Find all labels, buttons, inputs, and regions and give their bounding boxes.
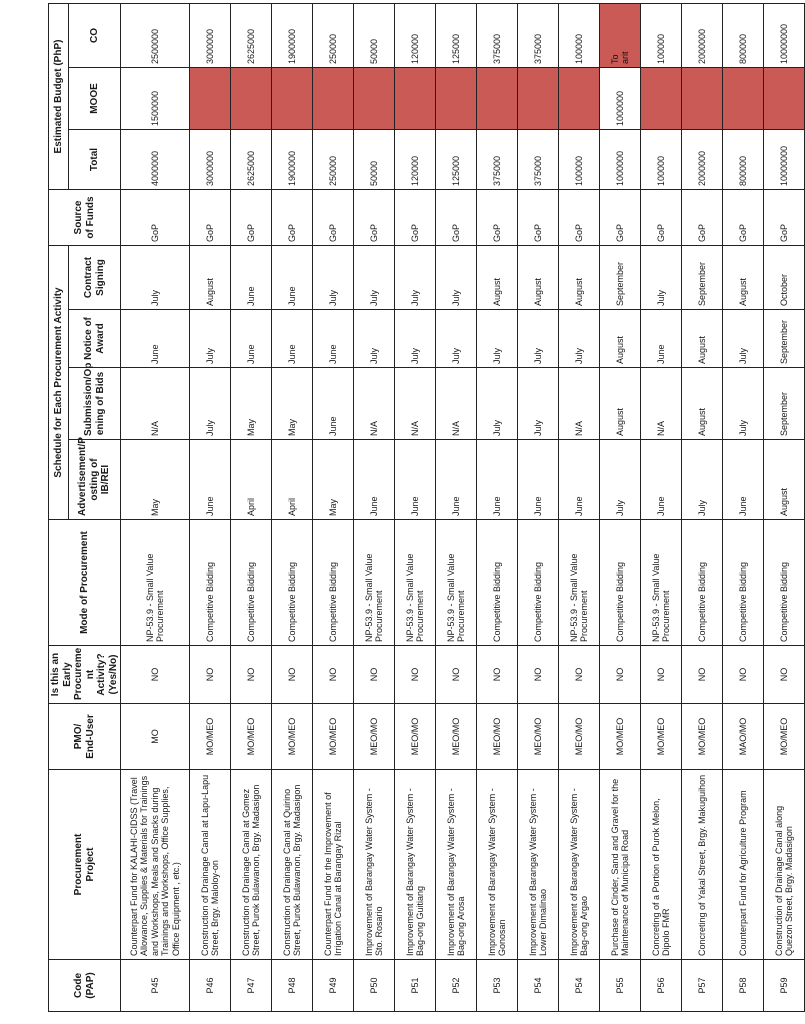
cell-pmo: MEO/MO <box>518 704 559 770</box>
cell-noa: July <box>723 310 764 368</box>
cell-mooe <box>354 68 395 130</box>
cell-mooe <box>313 68 354 130</box>
header-code: Code (PAP) <box>49 960 121 1012</box>
procurement-plan-table <box>48 3 805 1012</box>
cell-mooe <box>272 68 313 130</box>
cell-code: P50 <box>354 960 395 1012</box>
cell-mode: NP-53.9 - Small Value Procurement <box>354 520 395 646</box>
cell-project: Concreting of a Portion of Purok Melon, Dipolo FMR <box>641 770 682 960</box>
cell-mooe <box>395 68 436 130</box>
cell-co: 100000 <box>641 3 682 67</box>
cell-project: Concreting of Yakal Street, Brgy. Makuguihon <box>682 770 723 960</box>
cell-co-note <box>600 3 641 67</box>
cell-total: 375000 <box>518 130 559 190</box>
table-row <box>395 3 436 1011</box>
cell-source: GoP <box>395 190 436 246</box>
cell-source: GoP <box>436 190 477 246</box>
cell-co: 120000 <box>395 3 436 67</box>
cell-code: P56 <box>641 960 682 1012</box>
cell-total: 2625000 <box>231 130 272 190</box>
cell-pmo: MEO/MO <box>559 704 600 770</box>
cell-total: 2000000 <box>682 130 723 190</box>
cell-total: 100000 <box>559 130 600 190</box>
header-contract: Contract Signing <box>69 246 121 310</box>
cell-code: P49 <box>313 960 354 1012</box>
cell-contract: July <box>354 246 395 310</box>
table-row <box>121 3 190 1011</box>
cell-project: Counterpart Fund for Agriculture Program <box>723 770 764 960</box>
cell-contract: June <box>231 246 272 310</box>
cell-pmo: MO/MEO <box>231 704 272 770</box>
cell-co: 375000 <box>477 3 518 67</box>
cell-mode: Competitive Bidding <box>682 520 723 646</box>
header-co: CO <box>69 3 121 67</box>
cell-adv: May <box>313 440 354 520</box>
header-total: Total <box>69 130 121 190</box>
cell-code: P53 <box>477 960 518 1012</box>
table-row <box>272 3 313 1011</box>
header-early: Is this an Early Procureme nt Activity? (Yes/No) <box>49 646 121 704</box>
cell-co: 800000 <box>723 3 764 67</box>
cell-source: GoP <box>477 190 518 246</box>
cell-sub: August <box>600 368 641 440</box>
cell-adv: June <box>190 440 231 520</box>
cell-adv: June <box>518 440 559 520</box>
cell-sub: May <box>272 368 313 440</box>
table-row <box>682 3 723 1011</box>
header-pmo: PMO/ End-User <box>49 704 121 770</box>
table-row <box>600 3 641 1011</box>
cell-code: P55 <box>600 960 641 1012</box>
header-adv: Advertisement/P osting of IB/REI <box>69 440 121 520</box>
cell-noa: July <box>518 310 559 368</box>
cell-project: Purchase of Cinder, Sand and Gravel for the Maintenance of Municipal Road <box>600 770 641 960</box>
header-project: Procurement Project <box>49 770 121 960</box>
cell-contract: August <box>518 246 559 310</box>
cell-sub: N/A <box>121 368 190 440</box>
cell-sub: August <box>682 368 723 440</box>
cell-total: 10000000 <box>764 130 805 190</box>
header-sub: Submission/Op ening of Bids <box>69 368 121 440</box>
table-row <box>477 3 518 1011</box>
cell-source: GoP <box>764 190 805 246</box>
cell-code: P51 <box>395 960 436 1012</box>
cell-sub: July <box>518 368 559 440</box>
cell-project: Improvement of Barangay Water System - Sto. Rosario <box>354 770 395 960</box>
cell-noa: June <box>121 310 190 368</box>
cell-early: NO <box>313 646 354 704</box>
cell-code: P58 <box>723 960 764 1012</box>
cell-mooe <box>190 68 231 130</box>
cell-early: NO <box>764 646 805 704</box>
cell-pmo: MEO/MO <box>477 704 518 770</box>
cell-total: 4000000 <box>121 130 190 190</box>
cell-pmo: MO/MEO <box>764 704 805 770</box>
cell-mooe <box>559 68 600 130</box>
cell-adv: April <box>272 440 313 520</box>
cell-mooe: 1500000 <box>121 68 190 130</box>
cell-noa: June <box>641 310 682 368</box>
cell-source: GoP <box>518 190 559 246</box>
cell-mode: Competitive Bidding <box>231 520 272 646</box>
table-row <box>354 3 395 1011</box>
cell-code: P45 <box>121 960 190 1012</box>
cell-mooe <box>436 68 477 130</box>
cell-co: 100000 <box>559 3 600 67</box>
cell-code: P54 <box>518 960 559 1012</box>
cell-pmo: MO/MEO <box>682 704 723 770</box>
table-row <box>231 3 272 1011</box>
cell-pmo: MO/MEO <box>272 704 313 770</box>
cell-code: P57 <box>682 960 723 1012</box>
cell-source: GoP <box>272 190 313 246</box>
cell-adv: June <box>723 440 764 520</box>
header-source: Source of Funds <box>49 190 121 246</box>
cell-sub: July <box>190 368 231 440</box>
cell-sub: N/A <box>354 368 395 440</box>
cell-total: 3000000 <box>190 130 231 190</box>
cell-early: NO <box>231 646 272 704</box>
cell-total: 125000 <box>436 130 477 190</box>
header-mode: Mode of Procurement <box>49 520 121 646</box>
cell-adv: June <box>641 440 682 520</box>
cell-adv: July <box>682 440 723 520</box>
cell-sub: N/A <box>395 368 436 440</box>
cell-early: NO <box>641 646 682 704</box>
cell-source: GoP <box>559 190 600 246</box>
cell-pmo: MO/MEO <box>313 704 354 770</box>
cell-early: NO <box>395 646 436 704</box>
cell-source: GoP <box>641 190 682 246</box>
cell-mooe <box>641 68 682 130</box>
cell-mooe: 1000000 <box>600 68 641 130</box>
cell-source: GoP <box>723 190 764 246</box>
cell-noa: July <box>395 310 436 368</box>
cell-code: P46 <box>190 960 231 1012</box>
cell-co: 10000000 <box>764 3 805 67</box>
table-row <box>190 3 231 1011</box>
cell-noa: July <box>559 310 600 368</box>
cell-noa: June <box>313 310 354 368</box>
cell-code: P54 <box>559 960 600 1012</box>
cell-co: 125000 <box>436 3 477 67</box>
cell-sub: N/A <box>641 368 682 440</box>
cell-project: Improvement of Barangay Water System - Bag-ong Arosa <box>436 770 477 960</box>
cell-mode: Competitive Bidding <box>764 520 805 646</box>
cell-noa: September <box>764 310 805 368</box>
cell-total: 800000 <box>723 130 764 190</box>
cell-mode: NP-53.9 - Small Value Procurement <box>641 520 682 646</box>
cell-project: Counterpart Fund for the Improvement of Irrigation Canal at Barangay Rizal <box>313 770 354 960</box>
cell-sub: N/A <box>559 368 600 440</box>
cell-contract: September <box>682 246 723 310</box>
cell-sub: June <box>313 368 354 440</box>
cell-code: P47 <box>231 960 272 1012</box>
table-row <box>518 3 559 1011</box>
cell-pmo: MEO/MO <box>395 704 436 770</box>
cell-early: NO <box>723 646 764 704</box>
cell-pmo: MAO/MO <box>723 704 764 770</box>
cell-contract: August <box>477 246 518 310</box>
cell-co: 1900000 <box>272 3 313 67</box>
cell-noa: July <box>190 310 231 368</box>
header-mooe: MOOE <box>69 68 121 130</box>
side-note-text: To arit <box>609 51 630 64</box>
cell-sub: July <box>477 368 518 440</box>
cell-contract: August <box>723 246 764 310</box>
cell-sub: N/A <box>436 368 477 440</box>
header-noa: Notice of Award <box>69 310 121 368</box>
cell-early: NO <box>190 646 231 704</box>
header-budget: Estimated Budget (PhP) <box>49 3 69 189</box>
cell-source: GoP <box>231 190 272 246</box>
cell-project: Construction of Drainage Canal at Lapu-Lapu Street, Brgy. Maloloy-on <box>190 770 231 960</box>
cell-pmo: MO/MEO <box>190 704 231 770</box>
cell-mooe <box>231 68 272 130</box>
cell-adv: June <box>354 440 395 520</box>
cell-pmo: MEO/MO <box>354 704 395 770</box>
cell-pmo: MO/MEO <box>641 704 682 770</box>
cell-project: Construction of Drainage Canal at Gomez Street, Purok Bulawanon, Brgy. Madasigon <box>231 770 272 960</box>
cell-project: Improvement of Barangay Water System - Gonosan <box>477 770 518 960</box>
cell-project: Improvement of Barangay Water System - Bag-ong Argao <box>559 770 600 960</box>
cell-total: 1900000 <box>272 130 313 190</box>
cell-mode: Competitive Bidding <box>272 520 313 646</box>
cell-mooe <box>723 68 764 130</box>
cell-contract: July <box>313 246 354 310</box>
cell-code: P48 <box>272 960 313 1012</box>
cell-source: GoP <box>121 190 190 246</box>
cell-mode: Competitive Bidding <box>313 520 354 646</box>
cell-contract: July <box>641 246 682 310</box>
header-row-1 <box>49 3 69 1011</box>
cell-contract: July <box>121 246 190 310</box>
cell-adv: August <box>764 440 805 520</box>
cell-contract: October <box>764 246 805 310</box>
cell-project: Construction of Drainage Canal at Quirino Street, Purok Bulawanon, Brgy. Madasigon <box>272 770 313 960</box>
cell-total: 100000 <box>641 130 682 190</box>
cell-pmo: MO <box>121 704 190 770</box>
table-row <box>723 3 764 1011</box>
cell-contract: August <box>559 246 600 310</box>
cell-early: NO <box>682 646 723 704</box>
cell-total: 50000 <box>354 130 395 190</box>
table-row <box>764 3 805 1011</box>
cell-code: P59 <box>764 960 805 1012</box>
cell-co: 375000 <box>518 3 559 67</box>
cell-sub: July <box>723 368 764 440</box>
cell-adv: June <box>436 440 477 520</box>
cell-project: Counterpart Fund for KALAHI-CIDSS (Travel Allowance, Supplies & Materials for Trainings and Workshops, Meals and Snacks during Trainings and Workshops, Office Supplies, Office Equipment , etc.) <box>121 770 190 960</box>
cell-early: NO <box>600 646 641 704</box>
cell-noa: August <box>682 310 723 368</box>
cell-mode: NP-53.9 - Small Value Procurement <box>559 520 600 646</box>
cell-mooe <box>477 68 518 130</box>
cell-co: 2625000 <box>231 3 272 67</box>
cell-mode: Competitive Bidding <box>190 520 231 646</box>
cell-noa: August <box>600 310 641 368</box>
cell-project: Construction of Drainage Canal along Quezon Street, Brgy. Madasigon <box>764 770 805 960</box>
cell-mooe <box>764 68 805 130</box>
table-row <box>641 3 682 1011</box>
cell-total: 250000 <box>313 130 354 190</box>
cell-adv: July <box>600 440 641 520</box>
cell-adv: June <box>559 440 600 520</box>
cell-adv: April <box>231 440 272 520</box>
cell-mode: NP-53.9 - Small Value Procurement <box>121 520 190 646</box>
cell-mode: Competitive Bidding <box>600 520 641 646</box>
cell-pmo: MEO/MO <box>436 704 477 770</box>
cell-source: GoP <box>600 190 641 246</box>
cell-early: NO <box>477 646 518 704</box>
cell-co: 50000 <box>354 3 395 67</box>
cell-early: NO <box>518 646 559 704</box>
cell-total: 375000 <box>477 130 518 190</box>
cell-early: NO <box>272 646 313 704</box>
cell-adv: May <box>121 440 190 520</box>
table-row <box>436 3 477 1011</box>
cell-contract: August <box>190 246 231 310</box>
table-row <box>313 3 354 1011</box>
cell-co: 2000000 <box>682 3 723 67</box>
cell-co: 3000000 <box>190 3 231 67</box>
cell-pmo: MO/MEO <box>600 704 641 770</box>
cell-early: NO <box>354 646 395 704</box>
cell-co: 2500000 <box>121 3 190 67</box>
cell-noa: July <box>477 310 518 368</box>
cell-noa: June <box>272 310 313 368</box>
cell-sub: May <box>231 368 272 440</box>
cell-noa: July <box>354 310 395 368</box>
cell-mooe <box>682 68 723 130</box>
cell-project: Improvement of Barangay Water System - Bag-ong Guitiang <box>395 770 436 960</box>
rotated-table-wrapper <box>48 4 794 1012</box>
cell-mode: Competitive Bidding <box>518 520 559 646</box>
header-schedule: Schedule for Each Procurement Activity <box>49 246 69 520</box>
table-row <box>559 3 600 1011</box>
cell-noa: July <box>436 310 477 368</box>
cell-total: 1000000 <box>600 130 641 190</box>
cell-source: GoP <box>190 190 231 246</box>
cell-adv: June <box>395 440 436 520</box>
cell-early: NO <box>559 646 600 704</box>
cell-source: GoP <box>313 190 354 246</box>
cell-adv: June <box>477 440 518 520</box>
cell-contract: September <box>600 246 641 310</box>
cell-source: GoP <box>682 190 723 246</box>
cell-mode: Competitive Bidding <box>723 520 764 646</box>
cell-co: 250000 <box>313 3 354 67</box>
cell-total: 120000 <box>395 130 436 190</box>
cell-source: GoP <box>354 190 395 246</box>
cell-early: NO <box>121 646 190 704</box>
cell-noa: June <box>231 310 272 368</box>
cell-contract: July <box>436 246 477 310</box>
cell-mode: NP-53.9 - Small Value Procurement <box>436 520 477 646</box>
cell-mooe <box>518 68 559 130</box>
cell-contract: July <box>395 246 436 310</box>
cell-contract: June <box>272 246 313 310</box>
cell-project: Improvement of Barangay Water System - Lower Dimalinao <box>518 770 559 960</box>
cell-early: NO <box>436 646 477 704</box>
cell-code: P52 <box>436 960 477 1012</box>
cell-sub: September <box>764 368 805 440</box>
cell-mode: Competitive Bidding <box>477 520 518 646</box>
cell-mode: NP-53.9 - Small Value Procurement <box>395 520 436 646</box>
